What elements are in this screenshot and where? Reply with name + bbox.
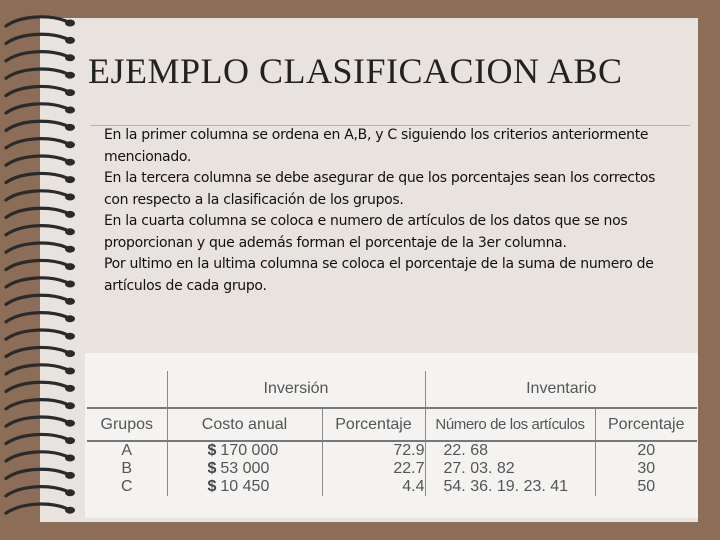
column-header-articulos: Número de los artículos bbox=[425, 408, 595, 441]
spiral-coil bbox=[6, 347, 66, 356]
spiral-hole bbox=[65, 124, 75, 131]
group-header-inversion: Inversión bbox=[167, 371, 425, 408]
spiral-coil bbox=[6, 208, 66, 217]
slide-body bbox=[104, 125, 664, 297]
spiral-hole bbox=[65, 194, 75, 201]
spiral-hole bbox=[65, 211, 75, 218]
table-row bbox=[87, 441, 697, 460]
abc-table bbox=[87, 371, 697, 496]
spiral-hole bbox=[65, 507, 75, 514]
spiral-hole bbox=[65, 20, 75, 27]
spiral-hole bbox=[65, 385, 75, 392]
cell-porcentaje-inventario: 50 bbox=[595, 478, 697, 496]
cell-porcentaje-inventario: 30 bbox=[595, 460, 697, 478]
spiral-coil bbox=[6, 330, 66, 339]
spiral-hole bbox=[65, 246, 75, 253]
cell-costo: 10 450 bbox=[220, 478, 270, 495]
paragraph-1: En la primer columna se ordena en A,B, y C siguiendo los criterios anteriormente mencionado. bbox=[104, 127, 649, 165]
spiral-coil bbox=[6, 487, 66, 496]
spiral-coil bbox=[6, 52, 66, 61]
cell-porcentaje: 4.4 bbox=[322, 478, 425, 496]
spiral-coil bbox=[6, 69, 66, 78]
spiral-coil bbox=[6, 86, 66, 95]
spiral-hole bbox=[65, 420, 75, 427]
spiral-coil bbox=[6, 452, 66, 461]
spiral-hole bbox=[65, 107, 75, 114]
table-row bbox=[87, 460, 697, 478]
spiral-hole bbox=[65, 54, 75, 61]
spiral-coil bbox=[6, 156, 66, 165]
spiral-hole bbox=[65, 489, 75, 496]
cell-grupo: A bbox=[121, 442, 133, 459]
spiral-hole bbox=[65, 455, 75, 462]
spiral-coil bbox=[6, 417, 66, 426]
spiral-coil bbox=[6, 313, 66, 322]
column-header-costo-anual: Costo anual bbox=[167, 408, 322, 441]
spiral-coil bbox=[6, 382, 66, 391]
spiral-hole bbox=[65, 350, 75, 357]
spiral-coil bbox=[6, 104, 66, 113]
cell-porcentaje: 22.7 bbox=[322, 460, 425, 478]
spiral-coil bbox=[6, 17, 66, 26]
table-header-row bbox=[87, 408, 697, 441]
paragraph-4: Por ultimo en la ultima columna se coloca el porcentaje de la suma de numero de artículos de cada grupo. bbox=[104, 256, 654, 294]
spiral-hole bbox=[65, 159, 75, 166]
spiral-hole bbox=[65, 228, 75, 235]
spiral-hole bbox=[65, 281, 75, 288]
spiral-coil bbox=[6, 469, 66, 478]
spiral-hole bbox=[65, 402, 75, 409]
dollar-sign: $ bbox=[207, 478, 217, 495]
spiral-coil bbox=[6, 191, 66, 200]
spiral-hole bbox=[65, 263, 75, 270]
spiral-binding-icon bbox=[0, 10, 80, 520]
column-header-porcentaje: Porcentaje bbox=[322, 408, 425, 441]
dollar-sign: $ bbox=[207, 442, 217, 459]
spiral-coil bbox=[6, 34, 66, 43]
spiral-coil bbox=[6, 400, 66, 409]
cell-porcentaje-inventario: 20 bbox=[595, 441, 697, 460]
column-header-grupos: Grupos bbox=[87, 408, 167, 441]
spiral-coil bbox=[6, 226, 66, 235]
cell-costo: 53 000 bbox=[220, 460, 270, 477]
cell-articulos: 27. 03. 82 bbox=[425, 460, 595, 478]
abc-table-image bbox=[85, 353, 698, 518]
spiral-hole bbox=[65, 315, 75, 322]
spiral-coil bbox=[6, 504, 66, 513]
spiral-hole bbox=[65, 37, 75, 44]
spiral-hole bbox=[65, 472, 75, 479]
cell-costo: 170 000 bbox=[220, 442, 279, 459]
slide-title: EJEMPLO CLASIFICACION ABC bbox=[88, 51, 623, 91]
spiral-coil bbox=[6, 173, 66, 182]
spiral-coil bbox=[6, 121, 66, 130]
spiral-coil bbox=[6, 278, 66, 287]
spiral-hole bbox=[65, 333, 75, 340]
spiral-hole bbox=[65, 72, 75, 79]
dollar-sign: $ bbox=[207, 460, 217, 477]
paragraph-3: En la cuarta columna se coloca e numero de artículos de los datos que se nos proporcionan y que además forman el porcentaje de la 3er columna. bbox=[104, 213, 628, 251]
table-group-header-row bbox=[87, 371, 697, 408]
spiral-hole bbox=[65, 368, 75, 375]
spiral-hole bbox=[65, 437, 75, 444]
cell-articulos: 22. 68 bbox=[425, 441, 595, 460]
spiral-hole bbox=[65, 141, 75, 148]
spiral-coil bbox=[6, 295, 66, 304]
spiral-coil bbox=[6, 365, 66, 374]
group-header-inventario: Inventario bbox=[425, 371, 697, 408]
spiral-coil bbox=[6, 243, 66, 252]
cell-grupo: B bbox=[121, 460, 133, 477]
cell-grupo: C bbox=[120, 478, 133, 495]
paragraph-2: En la tercera columna se debe asegurar de que los porcentajes sean los correctos con respecto a la clasificación de los grupos. bbox=[104, 170, 656, 208]
cell-porcentaje: 72.9 bbox=[322, 441, 425, 460]
spiral-hole bbox=[65, 298, 75, 305]
spiral-hole bbox=[65, 89, 75, 96]
table-row bbox=[87, 478, 697, 496]
spiral-coil bbox=[6, 139, 66, 148]
spiral-coil bbox=[6, 260, 66, 269]
column-header-porcentaje-inventario: Porcentaje bbox=[595, 408, 697, 441]
cell-articulos: 54. 36. 19. 23. 41 bbox=[425, 478, 595, 496]
spiral-coil bbox=[6, 434, 66, 443]
spiral-hole bbox=[65, 176, 75, 183]
